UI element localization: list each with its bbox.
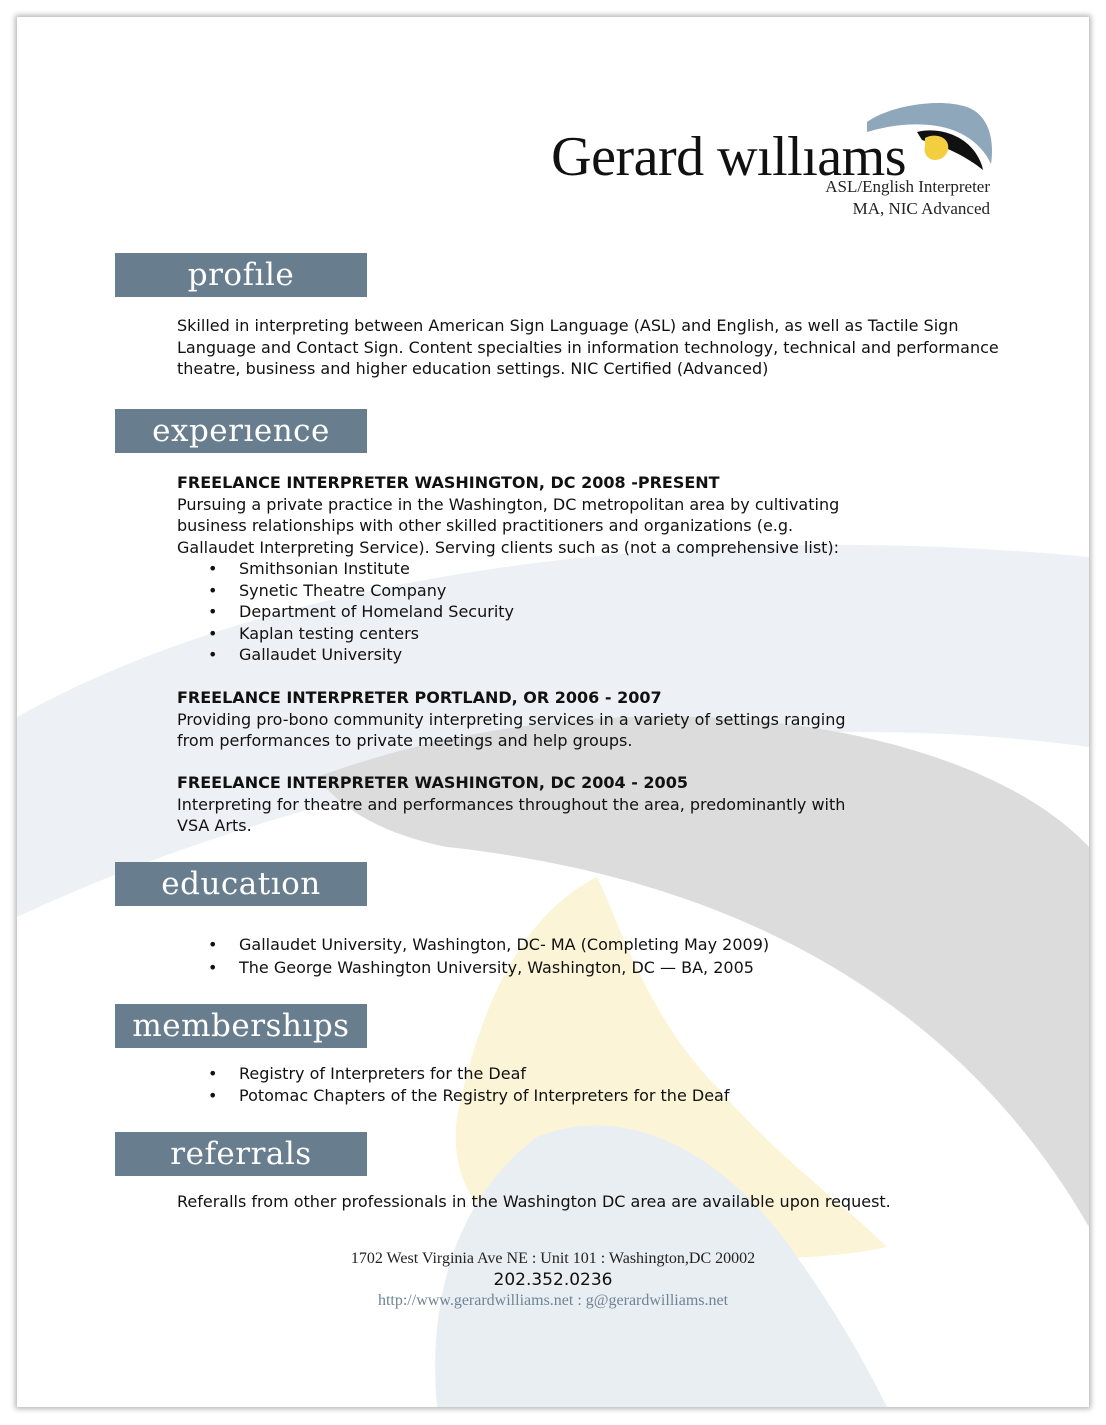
job-entry (177, 472, 839, 666)
job-title: FREELANCE INTERPRETER PORTLAND, OR 2006 - 2007 (177, 688, 662, 707)
candidate-name: Gerard wıllıams (551, 126, 906, 188)
footer-web-email-link[interactable]: http://www.gerardwilliams.net : g@gerardwilliams.net (377, 1292, 729, 1309)
list-item: • Gallaudet University (239, 644, 839, 666)
client-list (177, 558, 839, 666)
list-item: • Registry of Interpreters for the Deaf (239, 1063, 729, 1085)
job-description-line: Pursuing a private practice in the Washington, DC metropolitan area by cultivating (177, 494, 840, 514)
memberships-heading: membershıps (115, 1004, 367, 1048)
footer-phone: 202.352.0236 (493, 1270, 613, 1290)
list-item: • The George Washington University, Washington, DC — BA, 2005 (239, 956, 769, 979)
list-item: • Smithsonian Institute (239, 558, 839, 580)
job-description-line: from performances to private meetings and help groups. (177, 731, 633, 750)
profile-text (177, 315, 999, 380)
job-description-line: Providing pro-bono community interpreting services in a variety of settings ranging (177, 709, 846, 729)
job-entry (177, 687, 846, 752)
job-description-line: business relationships with other skilled practitioners and organizations (e.g. (177, 516, 794, 535)
profile-line: theatre, business and higher education settings. NIC Certified (Advanced) (177, 359, 769, 378)
job-title: FREELANCE INTERPRETER WASHINGTON, DC 2008 -PRESENT (177, 473, 720, 492)
referrals-heading: referrals (115, 1132, 367, 1176)
referrals-text: Referalls from other professionals in the Washington DC area are available upon request. (177, 1192, 891, 1211)
profile-line: Skilled in interpreting between American Sign Language (ASL) and English, as well as Tactile Sign (177, 316, 959, 335)
education-heading: educatıon (115, 862, 367, 906)
education-list-wrap (177, 933, 769, 979)
list-item: • Synetic Theatre Company (239, 580, 839, 602)
list-item: • Kaplan testing centers (239, 623, 839, 645)
swoosh-eye-logo-icon (867, 102, 997, 182)
job-description-line: VSA Arts. (177, 816, 252, 835)
memberships-list (177, 1063, 729, 1106)
education-list (177, 933, 769, 979)
profile-heading: profıle (115, 253, 367, 297)
job-description-line: Interpreting for theatre and performances throughout the area, predominantly with (177, 794, 846, 814)
footer-address: 1702 West Virginia Ave NE : Unit 101 : Washington,DC 20002 (350, 1250, 756, 1267)
list-item: • Department of Homeland Security (239, 601, 839, 623)
profile-line: Language and Contact Sign. Content specialties in information technology, technical and performance (177, 337, 999, 357)
experience-heading: experıence (115, 409, 367, 453)
credentials-line: MA, NIC Advanced (852, 199, 990, 218)
job-title-line: ASL/English Interpreter (825, 177, 990, 196)
list-item: • Gallaudet University, Washington, DC- MA (Completing May 2009) (239, 933, 769, 956)
job-title: FREELANCE INTERPRETER WASHINGTON, DC 2004 - 2005 (177, 773, 688, 792)
memberships-list-wrap (177, 1063, 729, 1106)
job-description-line: Gallaudet Interpreting Service). Serving clients such as (not a comprehensive list): (177, 537, 840, 557)
job-entry (177, 772, 845, 837)
resume-page (17, 17, 1089, 1407)
list-item: • Potomac Chapters of the Registry of Interpreters for the Deaf (239, 1085, 729, 1107)
